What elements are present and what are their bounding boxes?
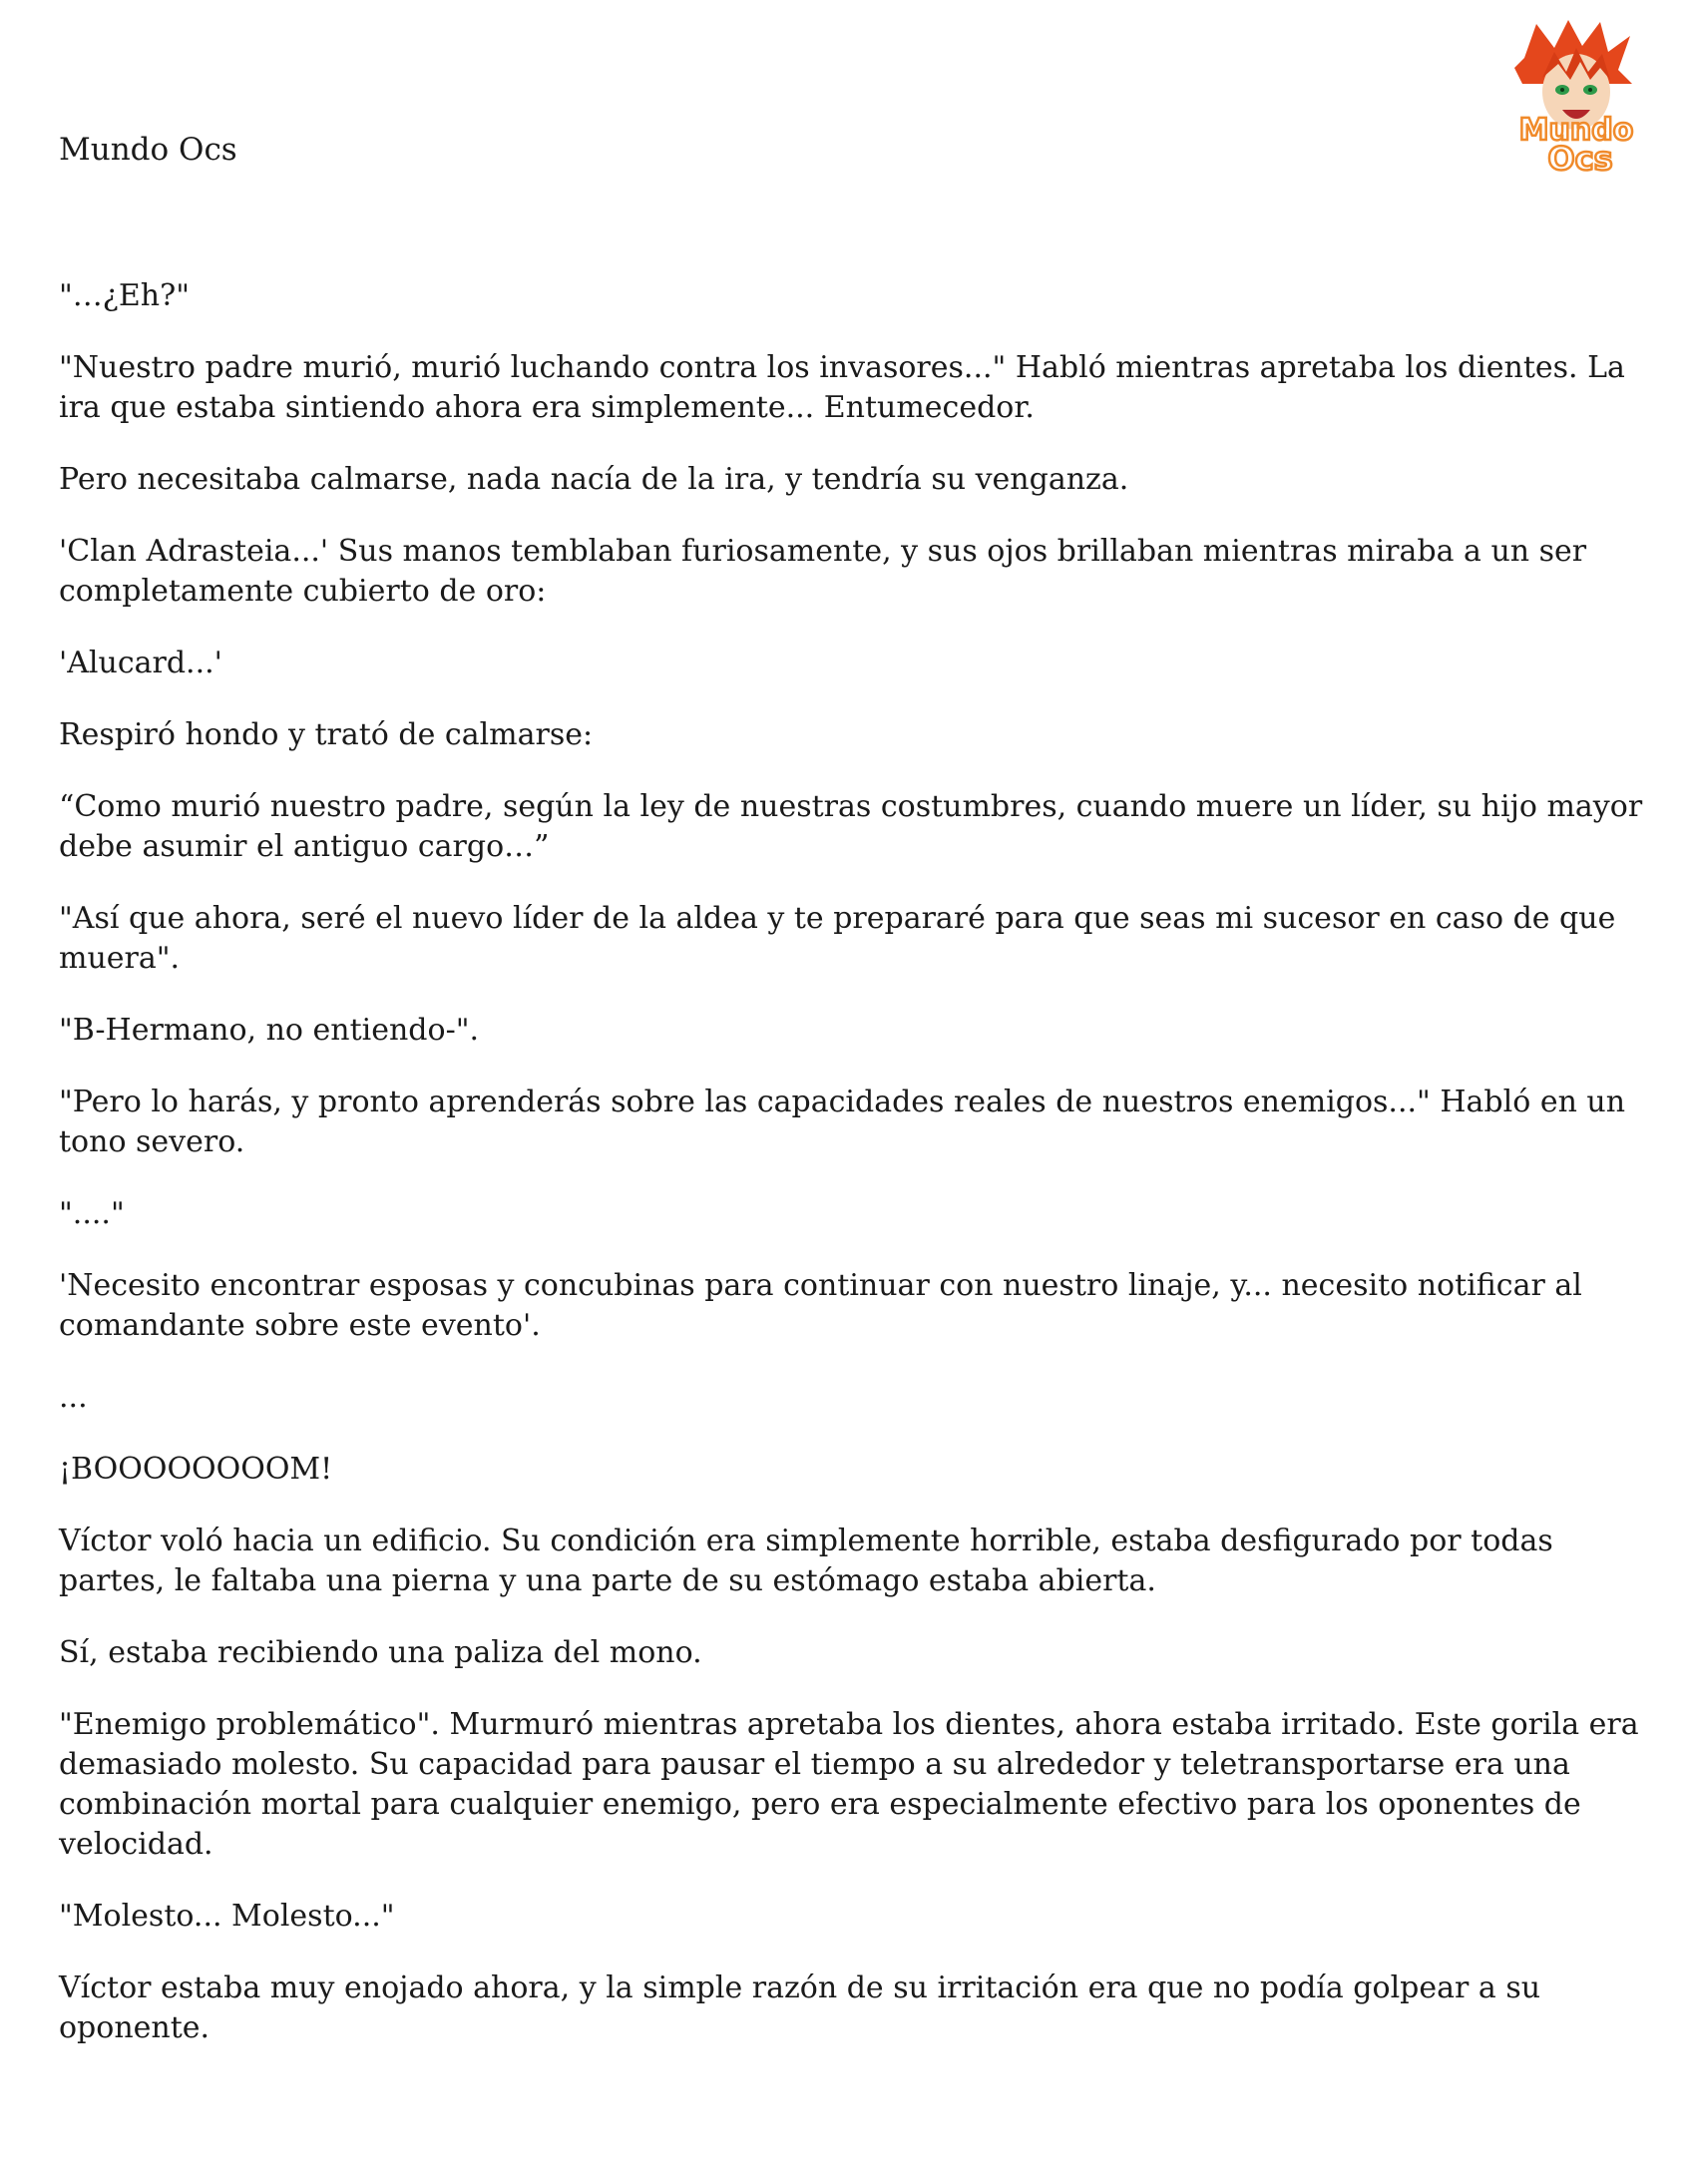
paragraph: "Así que ahora, seré el nuevo líder de la aldea y te prepararé para que seas mi sucesor en caso de que muera". [59,901,1616,976]
logo-text-line2: Ocs [1547,140,1613,178]
paragraph: ¡BOOOOOOOOM! [59,1452,333,1487]
paragraph: Víctor estaba muy enojado ahora, y la simple razón de su irritación era que no podía golpear a su oponente. [59,1970,1541,2045]
paragraph: Pero necesitaba calmarse, nada nacía de la ira, y tendría su venganza. [59,462,1129,497]
paragraph: "B-Hermano, no entiendo-". [59,1013,480,1048]
paragraph: Respiró hondo y trató de calmarse: [59,717,594,752]
mundo-ocs-logo-icon [1496,18,1656,180]
paragraph: 'Necesito encontrar esposas y concubinas para continuar con nuestro linaje, y... necesito notificar al comandante sobre este evento'. [59,1268,1582,1343]
page-header-title: Mundo Ocs [59,132,237,168]
paragraph: ... [59,1380,88,1415]
paragraph: "…¿Eh?" [59,278,190,313]
paragraph: Víctor voló hacia un edificio. Su condición era simplemente horrible, estaba desfigurado por todas partes, le faltaba una pierna y una parte de su estómago estaba abierta. [59,1524,1553,1598]
document-body [59,276,1645,2080]
paragraph: “Como murió nuestro padre, según la ley de nuestras costumbres, cuando muere un líder, su hijo mayor debe asumir el antiguo cargo…” [59,789,1643,864]
paragraph: 'Clan Adrasteia...' Sus manos temblaban furiosamente, y sus ojos brillaban mientras miraba a un ser completamente cubierto de oro: [59,534,1587,609]
paragraph: "Enemigo problemático". Murmuró mientras apretaba los dientes, ahora estaba irritado. Este gorila era demasiado molesto. Su capacidad para pausar el tiempo a su alrededor y teletransportarse era una combinación mortal para cualquier enemigo, pero era especialmente efectivo para los oponentes de velocidad. [59,1707,1639,1862]
paragraph: "...." [59,1196,125,1231]
paragraph: 'Alucard...' [59,646,222,680]
paragraph: "Pero lo harás, y pronto aprenderás sobre las capacidades reales de nuestros enemigos..." Habló en un tono severo. [59,1085,1626,1159]
paragraph: "Nuestro padre murió, murió luchando contra los invasores..." Habló mientras apretaba los dientes. La ira que estaba sintiendo ahora era simplemente... Entumecedor. [59,350,1625,425]
paragraph: "Molesto... Molesto..." [59,1899,395,1934]
logo-text-line1: Mundo [1518,113,1634,148]
paragraph: Sí, estaba recibiendo una paliza del mono. [59,1635,702,1670]
